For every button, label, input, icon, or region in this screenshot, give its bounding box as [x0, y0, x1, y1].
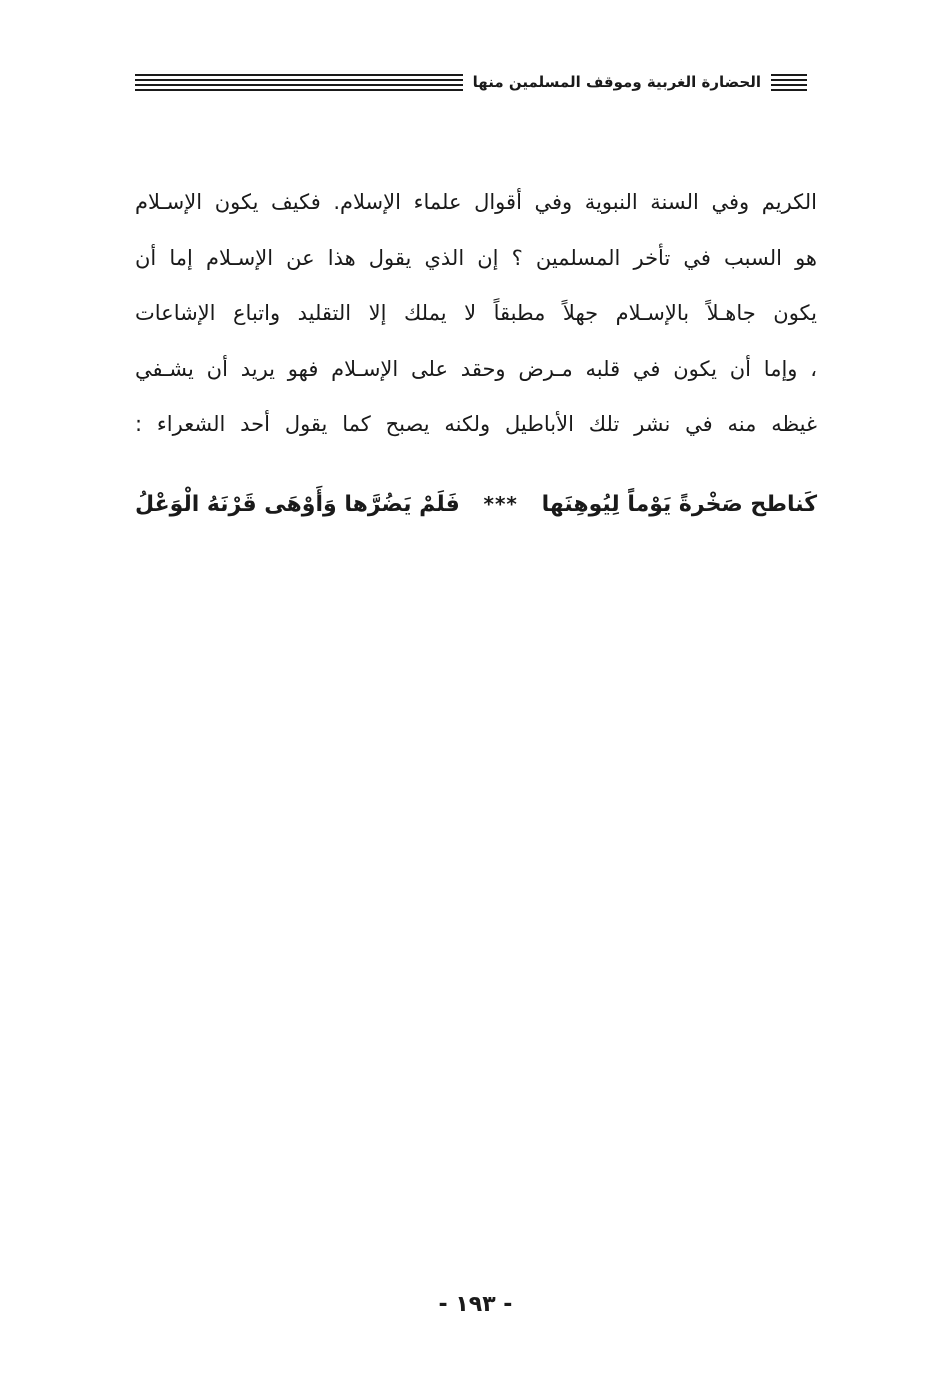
- text-line: يكون جاهـلاً بالإسـلام جهلاً مطبقاً لا يملك إلا التقليد واتباع الإشاعات: [135, 301, 817, 325]
- running-header: [135, 64, 817, 100]
- verse-first-hemistich: كَناطح صَخْرةً يَوْماً لِيُوهِنَها: [541, 491, 817, 517]
- text-line: ، وإما أن يكون في قلبه مـرض وحقد على الإسـلام فهو يريد أن يشـفي: [135, 356, 817, 381]
- header-ornament-right: [771, 74, 807, 91]
- poem-verse: [135, 482, 817, 526]
- verse-separator: ***: [483, 492, 518, 516]
- page-number: - ١٩٣ -: [438, 1292, 513, 1317]
- text-line: الكريم وفي السنة النبوية وفي أقوال علماء الإسلام. فكيف يكون الإسـلام: [135, 190, 817, 214]
- verse-second-hemistich: فَلَمْ يَضُرَّها وَأَوْهَى قَرْنَهُ الْوَعْلُ: [135, 491, 460, 517]
- header-title: الحضارة الغربية وموقف المسلمين منها: [472, 73, 761, 91]
- header-rule: [135, 74, 463, 91]
- body-paragraph: [135, 175, 817, 453]
- text-line: غيظه منه في نشر تلك الأباطيل ولكنه يصبح كما يقول أحد الشعراء :: [135, 412, 817, 436]
- text-line: هو السبب في تأخر المسلمين ؟ إن الذي يقول هذا عن الإسـلام إما أن: [135, 245, 817, 270]
